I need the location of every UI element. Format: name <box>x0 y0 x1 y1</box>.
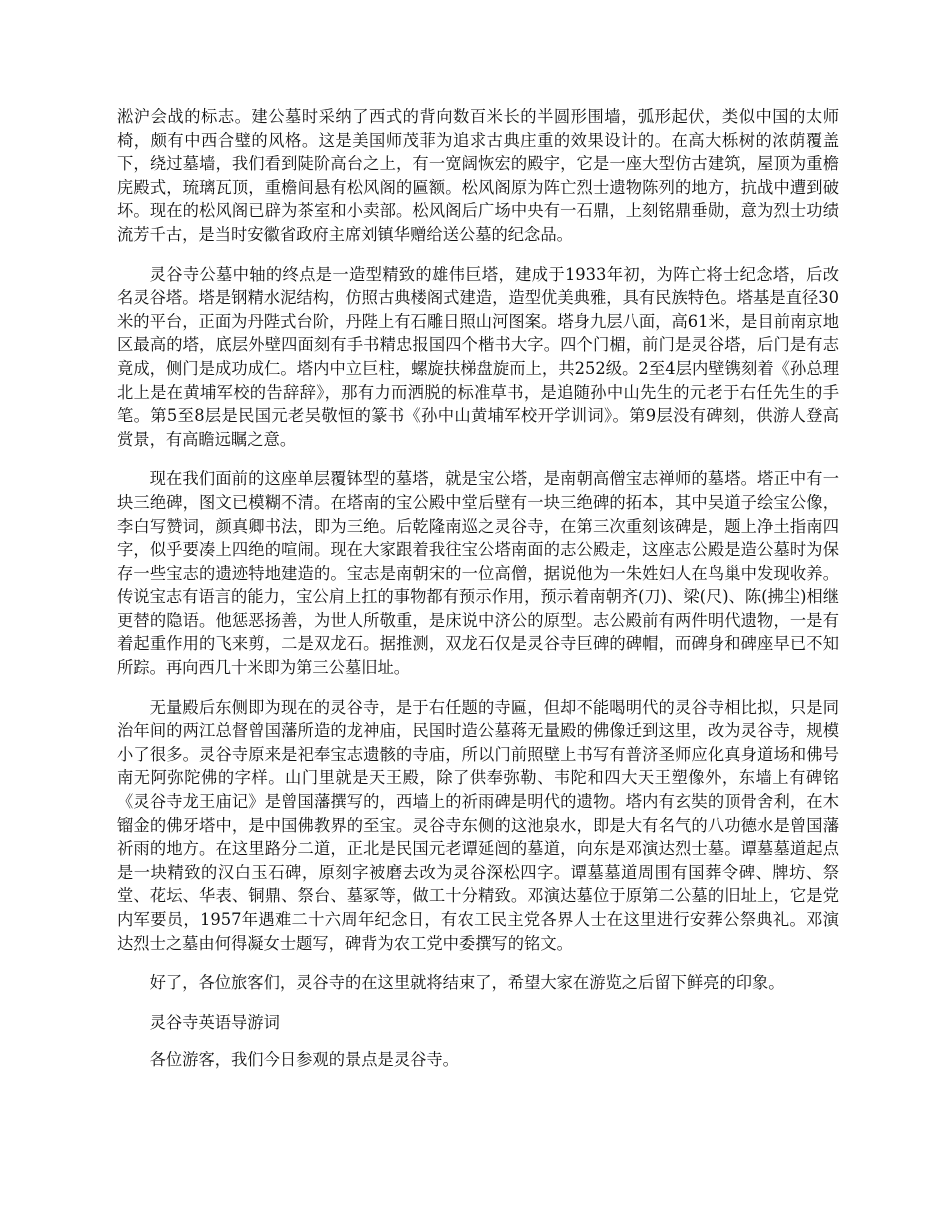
paragraph-songhu-memorial: 淞沪会战的标志。建公墓时采纳了西式的背向数百米长的半圆形围墙，弧形起伏，类似中国的太师椅，颇有中西合璧的风格。这是美国师茂菲为追求古典庄重的效果设计的。在高大栎树的浓荫覆盖下，绕过墓墙，我们看到陡阶高台之上，有一宽阔恢宏的殿宇，它是一座大型仿古建筑，屋顶为重檐庑殿式，琉璃瓦顶，重檐间悬有松风阁的匾额。松风阁原为阵亡烈士遗物陈列的地方，抗战中遭到破坏。现在的松风阁已辟为茶室和小卖部。松风阁后广场中央有一石鼎，上刻铭鼎垂勋，意为烈士功绩流芳千古，是当时安徽省政府主席刘镇华赠给送公墓的纪念品。 <box>117 107 839 244</box>
paragraph-closing: 好了，各位旅客们，灵谷寺的在这里就将结束了，希望大家在游览之后留下鲜亮的印象。 <box>149 973 785 993</box>
paragraph-greeting: 各位游客，我们今日参观的景点是灵谷寺。 <box>149 1050 459 1070</box>
section-heading: 灵谷寺英语导游词 <box>149 1012 280 1032</box>
paragraph-linggu-pagoda: 灵谷寺公墓中轴的终点是一造型精致的雄伟巨塔，建成于1933年初，为阵亡将士纪念塔，后改名灵谷塔。塔是钢精水泥结构，仿照古典楼阁式建造，造型优美典雅，具有民族特色。塔基是直径30米的平台，正面为丹陛式台阶，丹陛上有石雕日照山河图案。塔身九层八面，高61米，是目前南京地区最高的塔，底层外壁四面刻有手书精忠报国四个楷书大字。四个门楣，前门是灵谷塔，后门是有志竟成，侧门是成功成仁。塔内中立巨柱，螺旋扶梯盘旋而上，共252级。2至4层内壁镌刻着《孙总理北上是在黄埔军校的告辞辞》，那有力而洒脱的标准草书，是追随孙中山先生的元老于右任先生的手笔。第5至8层是民国元老吴敬恒的篆书《孙中山黄埔军校开学训词》。第9层没有碑刻，供游人登高赏景，有高瞻远瞩之意。 <box>117 264 839 449</box>
paragraph-linggu-temple: 无量殿后东侧即为现在的灵谷寺，是于右任题的寺匾，但却不能喝明代的灵谷寺相比拟，只是同治年间的两江总督曾国藩所造的龙神庙，民国时造公墓蒋无量殿的佛像迁到这里，改为灵谷寺，规模小了很多。灵谷寺原来是祀奉宝志遗骸的寺庙，所以门前照壁上书写有普济圣师应化真身道场和佛号南无阿弥陀佛的字样。山门里就是天王殿，除了供奉弥勒、韦陀和四大天王塑像外，东墙上有碑铭《灵谷寺龙王庙记》是曾国藩撰写的，西墙上的祈雨碑是明代的遗物。塔内有玄奘的顶骨舍利，在木镏金的佛牙塔中，是中国佛教界的至宝。灵谷寺东侧的这池泉水，即是大有名气的八功德水是曾国藩祈雨的地方。在这里路分二道，正北是民国元老谭延闿的墓道，向东是邓演达烈士墓。谭墓墓道起点是一块精致的汉白玉石碑，原刻字被磨去改为灵谷深松四字。谭墓墓道周围有国葬令碑、牌坊、祭堂、花坛、华表、铜鼎、祭台、墓冢等，做工十分精致。邓演达墓位于原第二公墓的旧址上，它是党内军要员，1957年遇难二十六周年纪念日，有农工民主党各界人士在这里进行安葬公祭典礼。邓演达烈士之墓由何得凝女士题写，碑背为农工党中委撰写的铭文。 <box>117 697 839 953</box>
paragraph-baogong-pagoda: 现在我们面前的这座单层覆钵型的墓塔，就是宝公塔，是南朝高僧宝志禅师的墓塔。塔正中有一块三绝碑，图文已模糊不清。在塔南的宝公殿中堂后壁有一块三绝碑的拓本，其中吴道子绘宝公像，李白写赞词，颜真卿书法，即为三绝。后乾隆南巡之灵谷寺，在第三次重刻该碑是，题上净土指南四字，似乎要凑上四绝的喧闹。现在大家跟着我往宝公塔南面的志公殿走，这座志公殿是造公墓时为保存一些宝志的遗迹特地建造的。宝志是南朝宋的一位高僧，据说他为一朱姓妇人在鸟巢中发现收养。传说宝志有语言的能力，宝公肩上扛的事物都有预示作用，预示着南朝齐(刀)、梁(尺)、陈(拂尘)相继更替的隐语。他惩恶扬善，为世人所敬重，是床说中济公的原型。志公殿前有两件明代遗物，一是有着起重作用的飞来剪，二是双龙石。据推测，双龙石仅是灵谷寺巨碑的碑帽，而碑身和碑座早已不知所踪。再向西几十米即为第三公墓旧址。 <box>117 469 839 678</box>
document-page <box>117 105 839 1088</box>
